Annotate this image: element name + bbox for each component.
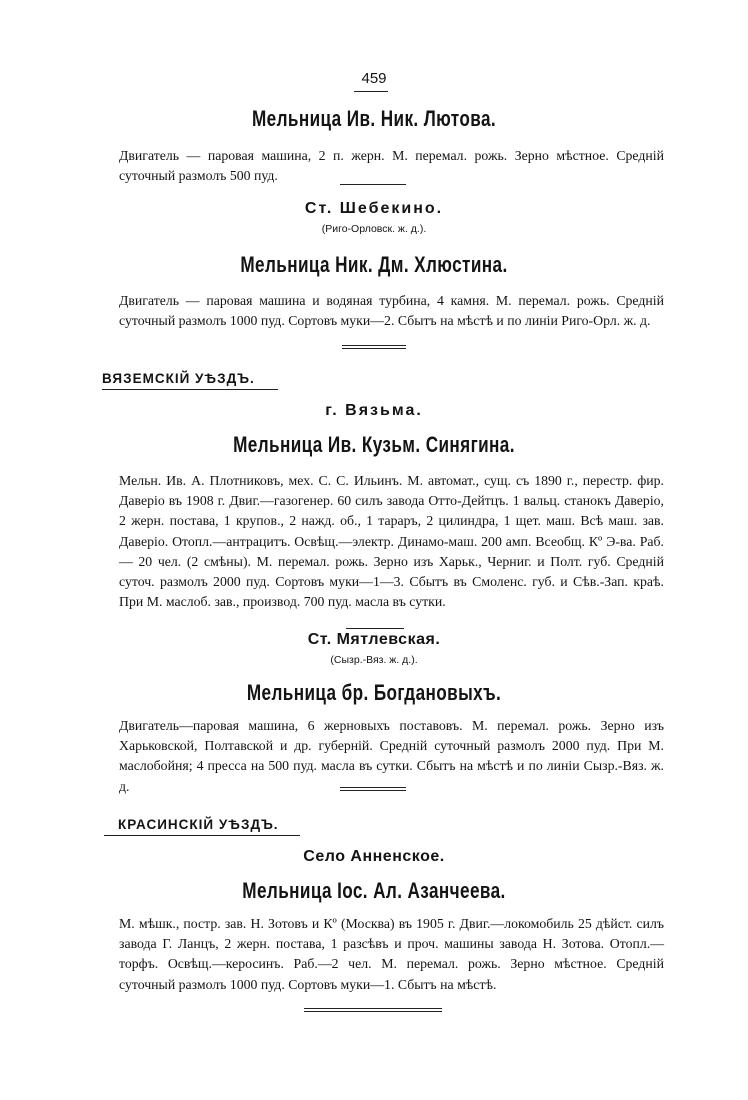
mill-title-siniagin: Мельница Ив. Кузьм. Синягина. bbox=[233, 432, 515, 457]
section-divider bbox=[340, 184, 406, 185]
mill-title-bogdanov: Мельница бр. Богдановыхъ. bbox=[246, 680, 502, 705]
railway-note-rigo-orlovsk: (Риго-Орловск. ж. д.). bbox=[321, 223, 427, 235]
section-double-divider bbox=[340, 787, 406, 791]
mill-description-liutov bbox=[119, 146, 664, 186]
page-number: 459 bbox=[361, 70, 387, 87]
mill-description-bogdanov bbox=[119, 716, 664, 797]
end-double-divider bbox=[304, 1008, 442, 1012]
mill-description-khliustin bbox=[119, 291, 664, 331]
paragraph: Двигатель — паровая машина, 2 п. жерн. М. перемал. рожь. Зерно мѣстное. Средній суточный размолъ 500 пуд. bbox=[119, 148, 664, 184]
section-divider bbox=[346, 628, 404, 629]
region-heading-viazemsky: ВЯЗЕМСКІЙ УѢЗДЪ. bbox=[102, 371, 255, 386]
paragraph: Мельн. Ив. А. Плотниковъ, мех. С. С. Ильинъ. М. автомат., сущ. съ 1890 г., перестр. фир. Даверіо въ 1908 г. Двиг.—газогенер. 60 силъ завода Отто-Дейтцъ. 1 вальц. станокъ Даверіо, 2 жерн. постава, 1 крупов., 2 нажд. об., 1 тараръ, 2 цилиндра, 1 щет. маш. Всѣ маш. зав. Даверіо. Отопл.—антрацитъ. Освѣщ.—электр. Динамо-маш. 200 амп. Всеобщ. Кº Э-ва. Раб. — 20 чел. (2 смѣны). М. перемал. рожь. Зерно изъ Харьк., Черниг. и Полт. губ. Средній суточ. размолъ 2000 пуд. Сортовъ муки—1—3. Сбытъ въ Смоленс. губ. и Сѣв.-Зап. краѣ. При М. маслоб. зав., производ. 700 пуд. масла въ сутки. bbox=[119, 473, 664, 610]
region-heading-krasninsky: КРАСИНСКІЙ УѢЗДЪ. bbox=[118, 817, 279, 832]
paragraph: М. мѣшк., постр. зав. Н. Зотовъ и Кº (Москва) въ 1905 г. Двиг.—локомобиль 25 дѣйст. силъ завода Г. Ланцъ, 2 жерн. постава, 1 разсѣвъ и проч. машины завода Н. Зотова. Отопл.—торфъ. Освѣщ.—керосинъ. Раб.—2 чел. М. перемал. рожь. Зерно мѣстное. Средній суточный размолъ 1000 пуд. Сортовъ муки—1. Сбытъ на мѣстѣ. bbox=[119, 916, 664, 992]
mill-description-azancheev bbox=[119, 914, 664, 995]
section-double-divider bbox=[342, 345, 406, 349]
paragraph: Двигатель — паровая машина и водяная турбина, 4 камня. М. перемал. рожь. Средній суточный размолъ 1000 пуд. Сортовъ муки—2. Сбытъ на мѣстѣ и по линіи Риго-Орл. ж. д. bbox=[119, 293, 664, 329]
station-heading-shebekino: Ст. Шебекино. bbox=[304, 200, 444, 217]
mill-title-liutov: Мельница Ив. Ник. Лютова. bbox=[251, 106, 497, 131]
station-heading-miatlevskaya: Ст. Мятлевская. bbox=[307, 631, 441, 648]
town-heading-viazma: г. Вязьма. bbox=[325, 402, 423, 419]
mill-title-khliustin: Мельница Ник. Дм. Хлюстина. bbox=[240, 252, 508, 277]
region-heading-underline bbox=[102, 389, 278, 390]
paragraph: Двигатель—паровая машина, 6 жерновыхъ поставовъ. М. перемал. рожь. Зерно изъ Харьковской, Полтавской и др. губерній. Средній суточный размолъ 2000 пуд. При М. маслобойня; 4 пресса на 500 пуд. масла въ сутки. Сбытъ на мѣстѣ и по линіи Сызр.-Вяз. ж. д. bbox=[119, 718, 664, 794]
railway-note-syzran-viazma: (Сызр.-Вяз. ж. д.). bbox=[330, 654, 418, 666]
mill-description-siniagin bbox=[119, 471, 664, 612]
village-heading-annenskoe: Село Анненское. bbox=[303, 848, 445, 865]
page-number-rule bbox=[354, 91, 388, 92]
mill-title-azancheev: Мельница Іос. Ал. Азанчеева. bbox=[242, 878, 506, 903]
region-heading-underline bbox=[104, 835, 300, 836]
